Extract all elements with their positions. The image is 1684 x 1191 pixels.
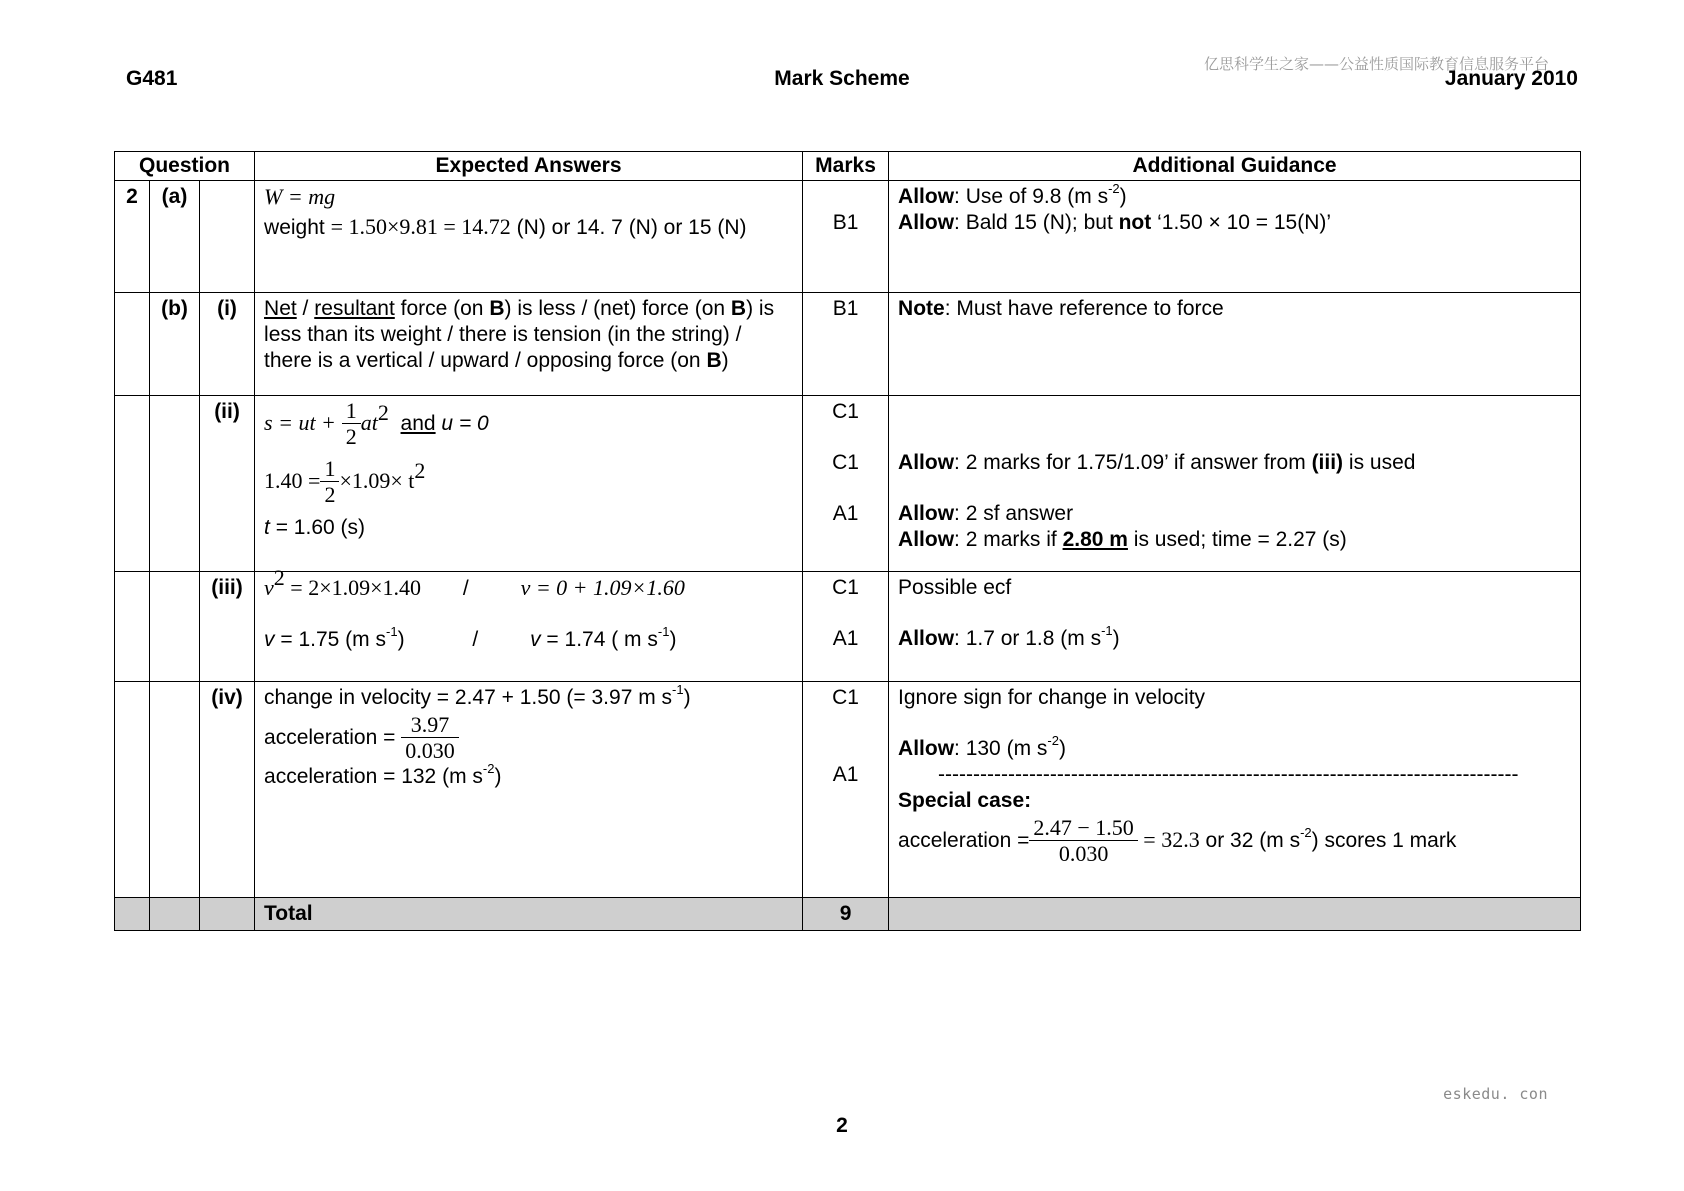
col-header-answers: Expected Answers (255, 152, 803, 181)
col-header-question: Question (115, 152, 255, 181)
header-title: Mark Scheme (774, 67, 910, 90)
question-subpart: (i) (200, 293, 255, 396)
table-row (115, 682, 1581, 898)
table-row (115, 572, 1581, 682)
header-date: January 2010 (1444, 67, 1578, 90)
marks-cell: B1 (803, 181, 889, 293)
total-row (115, 898, 1581, 931)
col-header-guidance: Additional Guidance (889, 152, 1581, 181)
answer-cell: s = ut + $\frac{1}{2}$ $at^2$ and u = 0 1.40 = $\frac{1}{2}$ $\times 1.09\times t^2$ t = 1.60 (s) (255, 396, 803, 572)
fraction: $\frac{1}{2}$ (342, 399, 361, 450)
divider: ----------------------------------------------------------------------------------- (938, 763, 1519, 786)
marks-cell: C1 A1 (803, 682, 889, 898)
table-row (115, 181, 1581, 293)
fraction: $\frac{1}{2}$ (320, 457, 339, 508)
total-marks: 9 (803, 898, 889, 931)
table-header-row (115, 152, 1581, 181)
guidance-cell: Note: Must have reference to force (889, 293, 1581, 396)
question-number: 2 (115, 181, 150, 293)
answer-cell: change in velocity = 2.47 + 1.50 (= 3.97 m $s^{-1}$) acceleration = $\frac{3.97}{0.030}$ acceleration = 132 (m $s^{-2}$) (255, 682, 803, 898)
watermark-top: 亿思科学生之家——公益性质国际教育信息服务平台 (1203, 55, 1549, 73)
col-header-marks: Marks (803, 152, 889, 181)
equation: W = mg (264, 184, 336, 209)
guidance-cell: Possible ecf Allow: 1.7 or 1.8 (m $s^{-1}$) (889, 572, 1581, 682)
question-part: (a) (150, 181, 200, 293)
table-row (115, 293, 1581, 396)
fraction: $\frac{2.47 - 1.50}{0.030}$ (1029, 816, 1137, 867)
guidance-cell: Allow: Use of 9.8 (m $s^{-2}$) Allow: Bald 15 (N); but not ‘1.50 × 10 = 15(N)’ (889, 181, 1581, 293)
question-subpart: (iii) (200, 572, 255, 682)
header-code: G481 (126, 67, 178, 90)
question-subpart: (iv) (200, 682, 255, 898)
marks-cell: C1 C1 A1 (803, 396, 889, 572)
fraction: $\frac{3.97}{0.030}$ (401, 713, 459, 764)
answer-cell: $v^2 = 2\times 1.09\times 1.40 / v = 0 + 1.09\times 1.60$ v = 1.75 (m $s^{-1}) / v = 1.74$ ( m $s^{-1}$) (255, 572, 803, 682)
watermark-bottom: eskedu. con (1443, 1085, 1548, 1103)
guidance-cell: Allow: 2 marks for 1.75/1.09’ if answer from (iii) is used Allow: 2 sf answer Allow: 2 marks if 2.80 m is used; time = 2.27 (s) (889, 396, 1581, 572)
table-row (115, 396, 1581, 572)
answer-cell: W = mg weight = 1.50×9.81 = 14.72 (N) or 14. 7 (N) or 15 (N) (255, 181, 803, 293)
guidance-cell: Ignore sign for change in velocity Allow: 130 (m $s^{-2}$) ----------------------------------------------------------------------------------- Special case: acceleration = $\frac{2.47 - 1.50}{0.030}$ = 32.3 or 32 (m $s^{-2}$) scores 1 mark (889, 682, 1581, 898)
mark-scheme-table (114, 151, 1581, 931)
answer-cell: Net / resultant force (on B) is less / (net) force (on B) is less than its weight / there is tension (in the string) / there is a vertical / upward / opposing force (on B) (255, 293, 803, 396)
total-label: Total (255, 898, 803, 931)
equation: = 1.50×9.81 = 14.72 (330, 214, 511, 239)
page-number: 2 (836, 1114, 848, 1137)
marks-cell: C1 A1 (803, 572, 889, 682)
question-subpart: (ii) (200, 396, 255, 572)
question-part: (b) (150, 293, 200, 396)
marks-cell: B1 (803, 293, 889, 396)
